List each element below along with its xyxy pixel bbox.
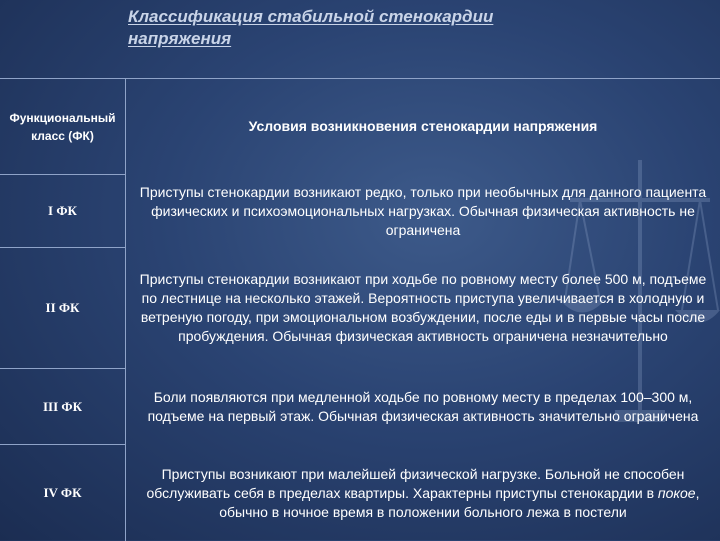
table-row — [0, 175, 720, 247]
fc-description-part-b: , обычно в ночное время в положении больного лежа в постели — [219, 484, 700, 520]
fc-description-part-a: Приступы возникают при малейшей физической нагрузке. Больной не способен обслуживать себя в пределах квартиры. Характерны приступы стенокардии в — [146, 465, 685, 501]
fc-description — [130, 445, 716, 541]
fc-description: Боли появляются при медленной ходьбе по ровному месту в пределах 100–300 м, подъеме на первый этаж. Обычная физическая активность значительно ограничена — [147, 388, 699, 424]
fc-label: I ФК — [48, 203, 77, 218]
fc-label: II ФК — [45, 300, 80, 315]
classification-table — [0, 78, 720, 541]
header-functional-class: Функциональный класс (ФК) — [9, 110, 116, 143]
header-conditions: Условия возникновения стенокардии напряжения — [248, 118, 598, 134]
fc-label: III ФК — [42, 398, 83, 414]
table-row — [0, 369, 720, 444]
table-header-row — [0, 79, 720, 174]
fc-description-text — [140, 465, 706, 522]
fc-description: Приступы стенокардии возникают редко, только при необычных для данного пациента физических и психоэмоциональных нагрузках. Обычная физическая активность не ограничена — [139, 183, 707, 238]
fc-label: IV ФК — [43, 485, 82, 500]
table-row — [0, 445, 720, 541]
slide-title: Классификация стабильной стенокардии напряжения — [128, 7, 494, 48]
fc-description: Приступы стенокардии возникают при ходьбе по ровному месту более 500 м, подъеме по лестнице на несколько этажей. Вероятность приступа увеличивается в холодную и ветреную погоду, при эмоциональном возбуждении, после еды и в первые часы после пробуждения. Обычная физическая активность ограничена незначительно — [139, 271, 707, 344]
rest-emphasis: покое — [657, 484, 696, 501]
table-row — [0, 248, 720, 368]
